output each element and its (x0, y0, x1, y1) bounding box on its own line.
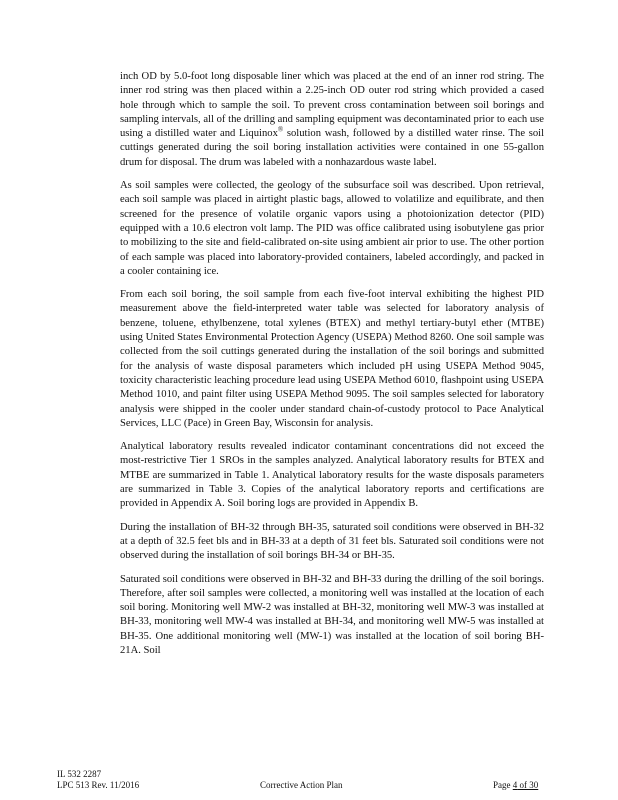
registered-mark: ® (277, 125, 284, 134)
footer-page-total: of 30 (517, 780, 539, 790)
footer-page-number (493, 780, 538, 791)
paragraph-saturated-conditions: During the installation of BH-32 through BH-35, saturated soil conditions were observed in BH-32 at a depth of 32.5 feet bls and in BH-33 at a depth of 31 feet bls. Saturated soil conditions were not observed during the installation of soil borings BH-34 or BH-35. (120, 521, 544, 562)
paragraph-soil-screening: As soil samples were collected, the geology of the subsurface soil was described. Upon retrieval, each soil sample was placed in airtight plastic bags, allowed to volatilize and equilibrate, and then screened for the presence of volatile organic vapors using a photoionization detector (PID) equipped with a 10.6 electron volt lamp. The PID was office calibrated using isobutylene gas prior to mobilizing to the site and field-calibrated on-site using ambient air prior to use. The other portion of each sample was placed into laboratory-provided containers, labeled accordingly, and packed in a cooler containing ice. (120, 180, 544, 277)
document-body (120, 70, 544, 667)
footer-page-prefix: Page (493, 780, 513, 790)
paragraph-analytical-results: Analytical laboratory results revealed indicator contaminant concentrations did not exceed the most-restrictive Tier 1 SROs in the samples analyzed. Analytical laboratory results for BTEX and MTBE are summarized in Table 1. Analytical laboratory results for the waste disposals parameters are summarized in Table 3. Copies of the analytical laboratory reports and certifications are provided in Appendix A. Soil boring logs are provided in Appendix B. (120, 441, 544, 510)
footer-page-value: 4 (512, 780, 518, 790)
paragraph-drilling-method (120, 70, 544, 170)
footer-form-number: LPC 513 Rev. 11/2016 (57, 780, 140, 790)
footer-document-title: Corrective Action Plan (260, 780, 343, 790)
footer-identifiers (57, 769, 139, 791)
footer-current-page (513, 780, 539, 790)
paragraph-monitoring-wells: Saturated soil conditions were observed in BH-32 and BH-33 during the drilling of the soil borings. Therefore, after soil samples were collected, a monitoring well was installed at the location of each soil boring. Monitoring well MW-2 was installed at BH-32, monitoring well MW-3 was installed at BH-33, monitoring well MW-4 was installed at BH-34, and monitoring well MW-5 was installed at BH-35. One additional monitoring well (MW-1) was installed at the location of soil boring BH-21A. Soil (120, 573, 544, 656)
paragraph-text: solution wash, followed by a distilled water rinse. The soil cuttings generated during the soil boring installation activities were contained in one 55-gallon drum for disposal. The drum was labeled with a nonhazardous waste label. (120, 128, 545, 168)
footer-site-id: IL 532 2287 (57, 769, 102, 779)
paragraph-text: inch OD by 5.0-foot long disposable liner which was placed at the end of an inner rod string. The inner rod string was then placed within a 2.25-inch OD outer rod string which provided a cased hole through which to sample the soil. To prevent cross contamination between soil borings and sampling intervals, all of the drilling and sampling equipment was decontaminated prior to each use using a distilled water and Liquinox (120, 71, 544, 140)
paragraph-laboratory-analysis: From each soil boring, the soil sample from each five-foot interval exhibiting the highest PID measurement above the field-interpreted water table was selected for laboratory analysis of benzene, toluene, ethylbenzene, total xylenes (BTEX) and methyl tertiary-butyl ether (MTBE) using United States Environmental Protection Agency (USEPA) Method 8260. One soil sample was collected from the soil cuttings generated during the installation of the soil borings and submitted for the analysis of waste disposal parameters which included pH using USEPA Method 9045, toxicity characteristic leaching procedure lead using USEPA Method 6010, flashpoint using USEPA Method 1010, and paint filter using USEPA Method 9095. The soil samples selected for laboratory analysis were shipped in the cooler under standard chain-of-custody protocol to Pace Analytical Services, LLC (Pace) in Green Bay, Wisconsin for analysis. (120, 289, 544, 429)
